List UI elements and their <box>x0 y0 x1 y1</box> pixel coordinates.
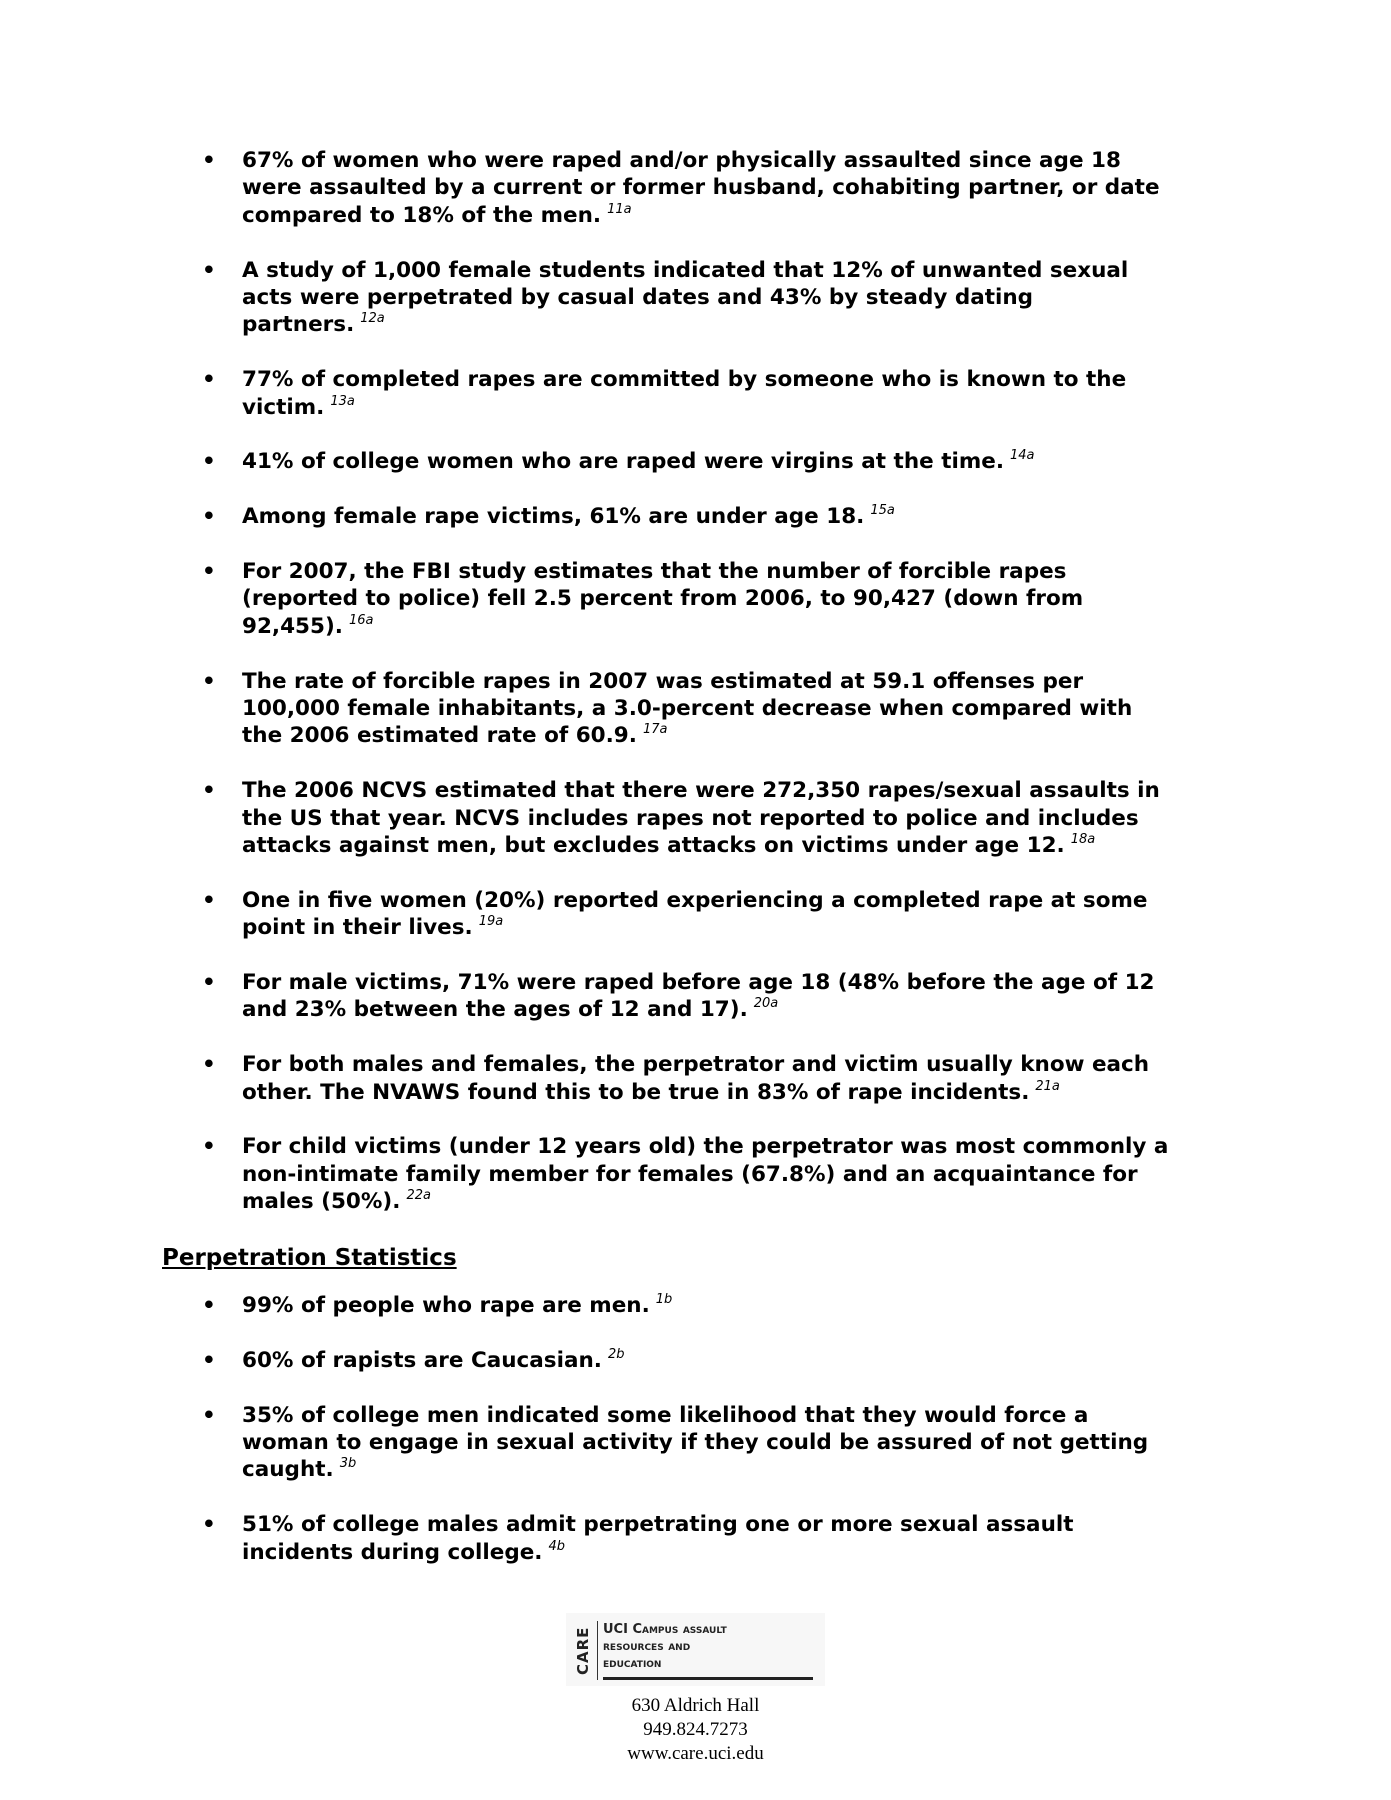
list-item <box>162 777 1172 859</box>
footnote-ref: 13a <box>330 393 355 409</box>
list-item <box>162 257 1172 339</box>
statistic-text: 35% of college men indicated some likelihood that they would force a woman to engage in sexual activity if they could be assured of not getting caught. <box>242 1402 1149 1483</box>
statistic-text: For both males and females, the perpetrator and victim usually know each other. The NVAWS found this to be true in 83% of rape incidents. <box>242 1052 1150 1105</box>
bullet-icon: • <box>202 668 216 694</box>
statistic-text: For 2007, the FBI study estimates that the number of forcible rapes (reported to police) fell 2.5 percent from 2006, to 90,427 (down from 92,455). <box>242 559 1084 639</box>
list-item <box>162 366 1172 421</box>
statistic-text: The rate of forcible rapes in 2007 was estimated at 59.1 offenses per 100,000 female inhabitants, a 3.0-percent decrease when compared with the 2006 estimated rate of 60.9. <box>242 668 1133 749</box>
statistic-text: One in five women (20%) reported experiencing a completed rape at some point in their lives. <box>242 887 1148 941</box>
list-item <box>162 1133 1172 1215</box>
footnote-ref: 18a <box>1070 832 1096 848</box>
bullet-icon: • <box>202 1347 216 1373</box>
address: 630 Aldrich Hall <box>631 1695 760 1716</box>
statistic-text: The 2006 NCVS estimated that there were 272,350 rapes/sexual assaults in the US that year. NCVS includes rapes not reported to police and includes attacks against men, but excludes attacks on victims under age 12. <box>242 778 1160 859</box>
bullet-icon: • <box>202 559 216 585</box>
footnote-ref: 2b <box>607 1346 625 1362</box>
list-item <box>162 1051 1172 1106</box>
bullet-icon: • <box>202 1293 216 1319</box>
logo-line: UCI Campus assault <box>603 1622 727 1637</box>
care-logo <box>566 1613 825 1686</box>
list-item <box>162 558 1172 640</box>
statistic-text: For male victims, 71% were raped before age 18 (48% before the age of 12 and 23% between the ages of 12 and 17). <box>242 970 1155 1023</box>
bullet-icon: • <box>202 504 216 530</box>
statistic-text: 77% of completed rapes are committed by someone who is known to the victim. <box>242 367 1127 420</box>
perpetration-statistics-list <box>162 1292 1222 1566</box>
footnote-ref: 16a <box>348 612 374 628</box>
statistic-text: A study of 1,000 female students indicated that 12% of unwanted sexual acts were perpetrated by casual dates and 43% by steady dating partners. <box>242 257 1129 338</box>
victim-statistics-list <box>162 147 1222 1216</box>
footnote-ref: 12a <box>360 311 385 327</box>
statistic-text: 99% of people who rape are men. <box>242 1293 650 1319</box>
statistic-text: For child victims (under 12 years old) the perpetrator was most commonly a non-intimate family member for females (67.8%) and an acquaintance for males (50%). <box>242 1134 1169 1215</box>
bullet-icon: • <box>202 1052 216 1078</box>
contact-info <box>0 1694 1391 1766</box>
logo-line: resources and <box>603 1639 691 1654</box>
footer <box>0 1613 1391 1766</box>
list-item <box>162 668 1172 750</box>
bullet-icon: • <box>202 148 216 173</box>
footnote-ref: 20a <box>753 996 779 1012</box>
footnote-ref: 15a <box>870 503 895 519</box>
footnote-ref: 1b <box>655 1292 673 1308</box>
footnote-ref: 3b <box>339 1456 357 1472</box>
section-heading: Perpetration Statistics <box>162 1245 457 1272</box>
list-item <box>162 1402 1172 1484</box>
statistic-text: 41% of college women who are raped were virgins at the time. <box>242 449 1004 475</box>
logo-org-name <box>603 1621 813 1680</box>
bullet-icon: • <box>202 449 216 475</box>
list-item <box>162 1347 1172 1374</box>
list-item <box>162 1292 1172 1319</box>
list-item <box>162 1511 1172 1566</box>
bullet-icon: • <box>202 887 216 913</box>
footnote-ref: 4b <box>548 1538 565 1554</box>
website: www.care.uci.edu <box>627 1743 764 1764</box>
bullet-icon: • <box>202 367 216 393</box>
phone: 949.824.7273 <box>643 1719 748 1740</box>
statistic-text: 60% of rapists are Caucasian. <box>242 1347 602 1373</box>
footnote-ref: 17a <box>642 722 668 738</box>
bullet-icon: • <box>202 1402 216 1428</box>
list-item <box>162 448 1172 475</box>
list-item <box>162 503 1172 530</box>
list-item <box>162 147 1172 229</box>
footnote-ref: 14a <box>1010 448 1035 464</box>
footnote-ref: 22a <box>406 1188 431 1204</box>
statistic-text: 67% of women who were raped and/or physically assaulted since age 18 were assaulted by a current or former husband, cohabiting partner, or date compared to 18% of the men. <box>242 148 1160 228</box>
bullet-icon: • <box>202 1134 216 1160</box>
bullet-icon: • <box>202 257 216 283</box>
list-item <box>162 969 1172 1024</box>
logo-care-text: CARE <box>574 1621 598 1680</box>
list-item <box>162 887 1172 942</box>
statistic-text: 51% of college males admit perpetrating one or more sexual assault incidents during college. <box>242 1512 1074 1565</box>
statistic-text: Among female rape victims, 61% are under age 18. <box>242 504 865 530</box>
logo-line: education <box>603 1656 662 1671</box>
footnote-ref: 21a <box>1035 1078 1060 1094</box>
footnote-ref: 11a <box>607 201 632 217</box>
bullet-icon: • <box>202 778 216 804</box>
bullet-icon: • <box>202 1512 216 1538</box>
document-body <box>162 147 1222 1593</box>
bullet-icon: • <box>202 970 216 996</box>
footnote-ref: 19a <box>478 914 504 930</box>
